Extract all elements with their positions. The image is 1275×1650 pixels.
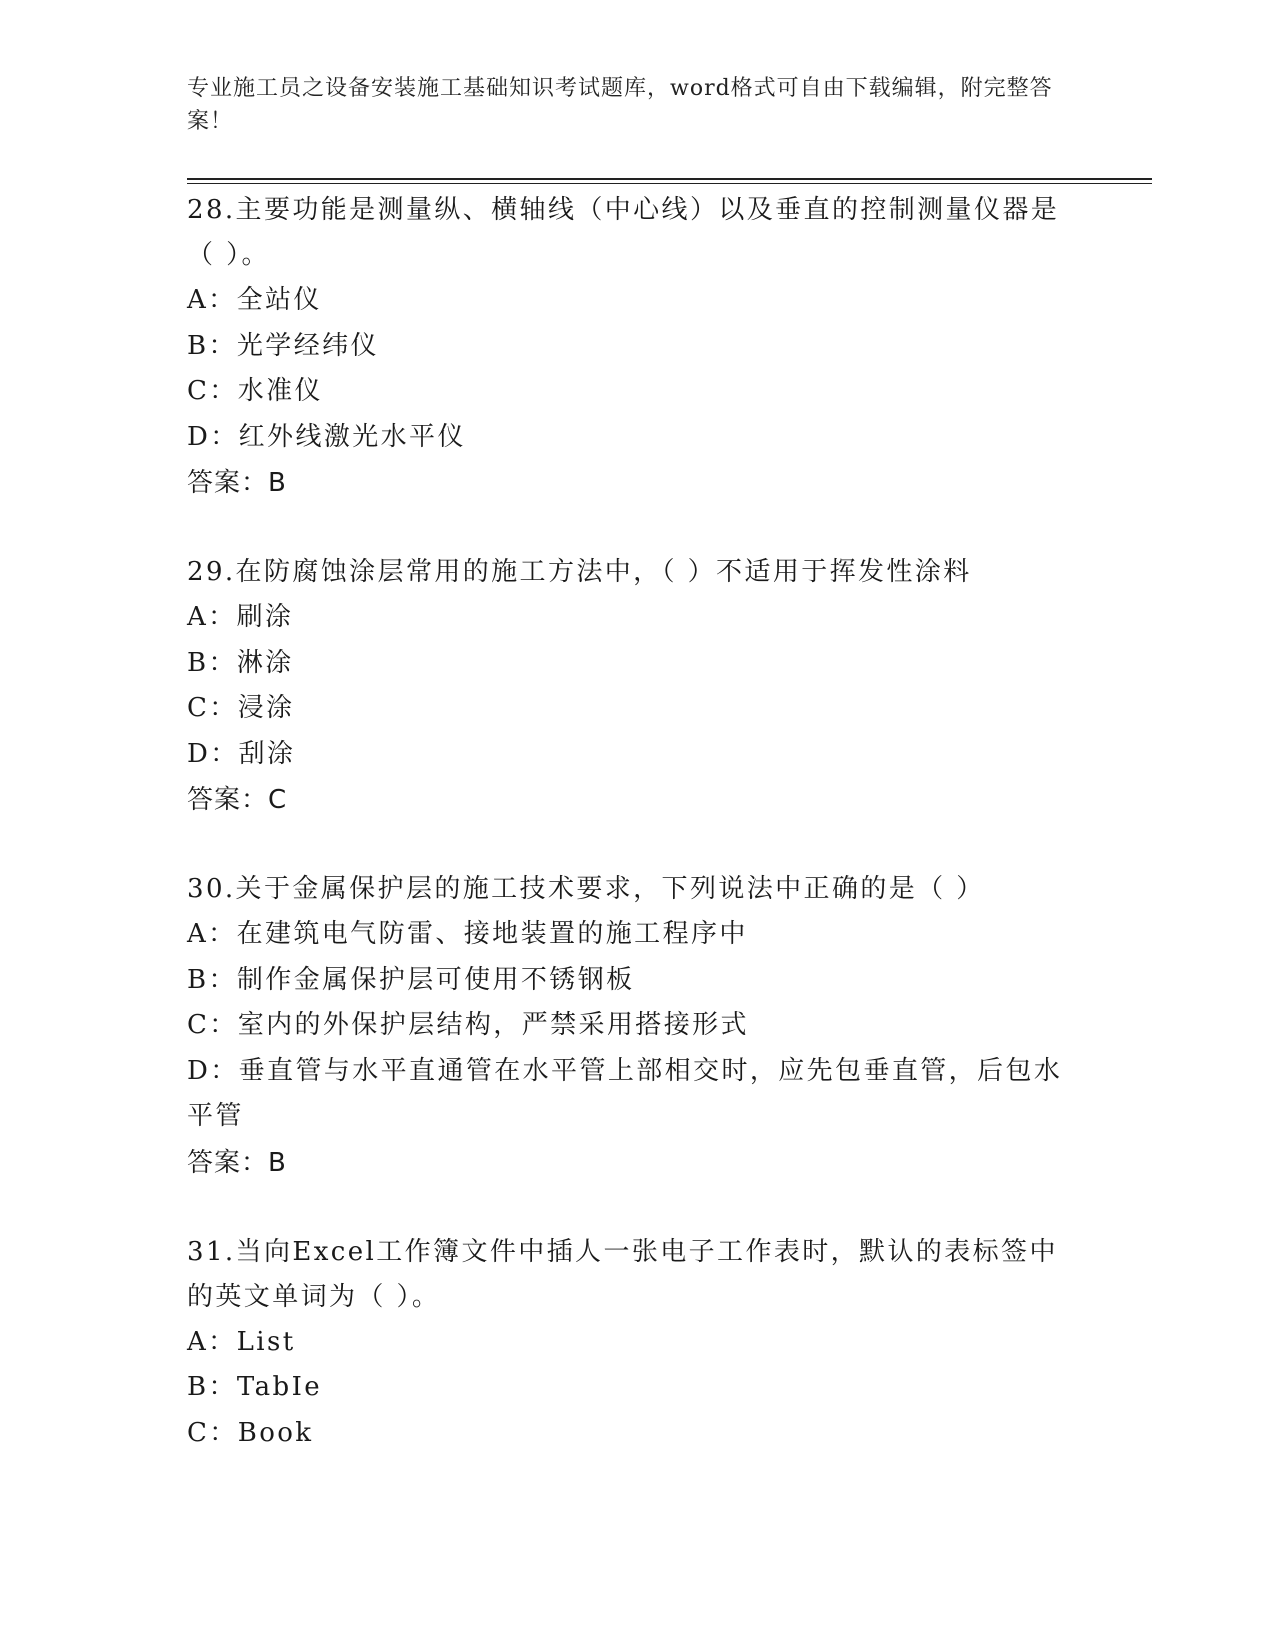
question-spacer <box>187 823 1077 867</box>
option-a: A：刷涂 <box>187 602 294 632</box>
question-28 <box>187 188 1077 506</box>
question-30 <box>187 867 1077 1186</box>
option-a: A：全站仪 <box>187 285 322 315</box>
question-31 <box>187 1230 1077 1457</box>
question-stem: 31.当向Excel工作簿文件中插人一张电子工作表时，默认的表标签中的英文单词为（ ）。 <box>187 1236 1058 1312</box>
question-spacer <box>187 1186 1077 1230</box>
answer: 答案：C <box>187 785 288 815</box>
option-b: B：光学经纬仪 <box>187 330 379 361</box>
option-b: B：淋涂 <box>187 647 294 678</box>
answer: 答案：B <box>187 1147 287 1178</box>
option-c: C：浸涂 <box>187 693 295 723</box>
option-b: B：制作金属保护层可使用不锈钢板 <box>187 964 635 995</box>
option-a: A：在建筑电气防雷、接地装置的施工程序中 <box>187 919 748 949</box>
option-d: D：红外线激光水平仪 <box>187 421 466 452</box>
answer: 答案：B <box>187 468 287 498</box>
option-a: A：List <box>187 1326 296 1357</box>
option-c: C：室内的外保护层结构，严禁采用搭接形式 <box>187 1010 749 1040</box>
option-c: C：Book <box>187 1417 314 1448</box>
header-divider-thin <box>187 183 1152 184</box>
option-d: D：刮涂 <box>187 738 296 769</box>
document-header: 专业施工员之设备安装施工基础知识考试题库，word格式可自由下载编辑，附完整答案！ <box>187 76 1053 134</box>
header-divider-thick <box>187 178 1152 180</box>
question-stem: 29.在防腐蚀涂层常用的施工方法中，（ ）不适用于挥发性涂料 <box>187 557 972 587</box>
question-spacer <box>187 506 1077 550</box>
question-stem: 28.主要功能是测量纵、横轴线（中心线）以及垂直的控制测量仪器是（ ）。 <box>187 195 1060 270</box>
option-d: D：垂直管与水平直通管在水平管上部相交时，应先包垂直管，后包水平管 <box>187 1055 1063 1131</box>
option-b: B：TabIe <box>187 1372 323 1402</box>
question-list <box>187 188 1077 1456</box>
question-29 <box>187 550 1077 823</box>
option-c: C：水准仪 <box>187 376 323 406</box>
question-stem: 30.关于金属保护层的施工技术要求，下列说法中正确的是（ ） <box>187 874 985 904</box>
